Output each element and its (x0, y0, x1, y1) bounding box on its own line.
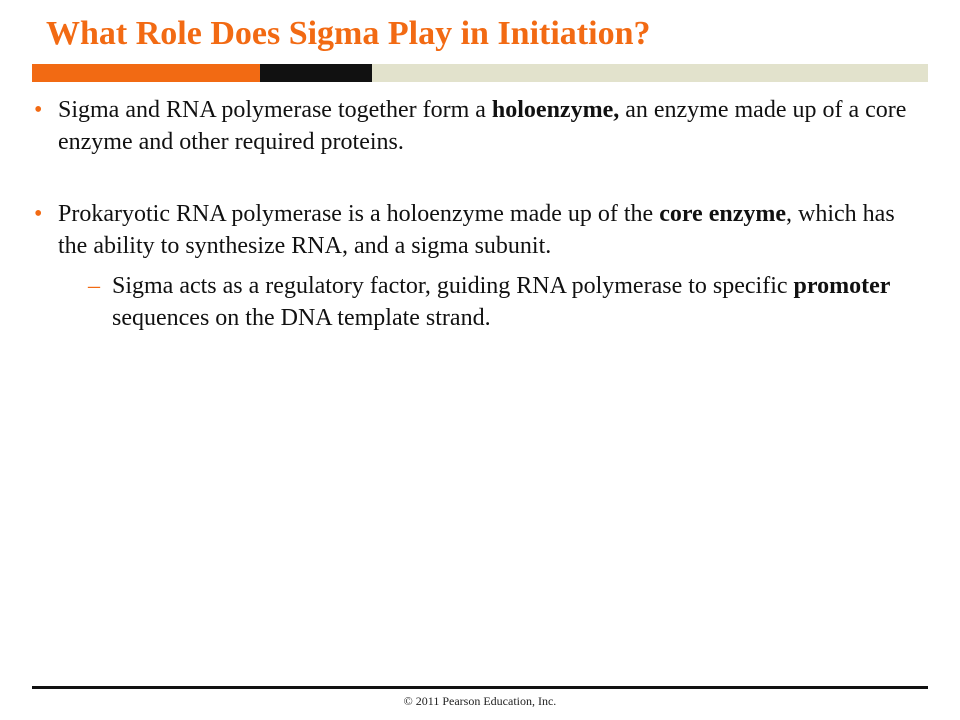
sub-bullet-sigma-regulatory-factor (34, 270, 914, 334)
title-accent-bar-beige (372, 64, 928, 82)
bullet-text: , which has the ability to synthesize RNA, and a sigma subunit. (58, 201, 895, 259)
slide-title: What Role Does Sigma Play in Initiation? (46, 15, 651, 52)
bullet-term-core-enzyme: core enzyme (659, 201, 787, 227)
copyright-notice: © 2011 Pearson Education, Inc. (403, 694, 557, 708)
sub-bullet-text: sequences on the DNA template strand. (112, 305, 491, 331)
sub-bullet-marker: – (88, 273, 100, 299)
bullet-text: Sigma and RNA polymerase together form a (58, 97, 492, 123)
bullet-prokaryotic-rna-polymerase (34, 198, 914, 262)
title-accent-bar-black (260, 64, 372, 82)
bullet-holoenzyme (34, 94, 914, 158)
bullet-text: an enzyme made up of a core enzyme and other required proteins. (58, 97, 907, 155)
bullet-term-holoenzyme: holoenzyme, (491, 97, 620, 123)
sub-bullet-term-promoter: promoter (793, 273, 891, 299)
slide-body (34, 94, 914, 334)
sub-bullet-text: Sigma acts as a regulatory factor, guiding RNA polymerase to specific (112, 273, 794, 299)
footer-divider (32, 686, 928, 689)
bullet-marker: • (34, 97, 43, 123)
bullet-marker: • (34, 201, 43, 227)
bullet-text: Prokaryotic RNA polymerase is a holoenzyme made up of the (58, 201, 660, 227)
title-accent-bar-orange (32, 64, 260, 82)
